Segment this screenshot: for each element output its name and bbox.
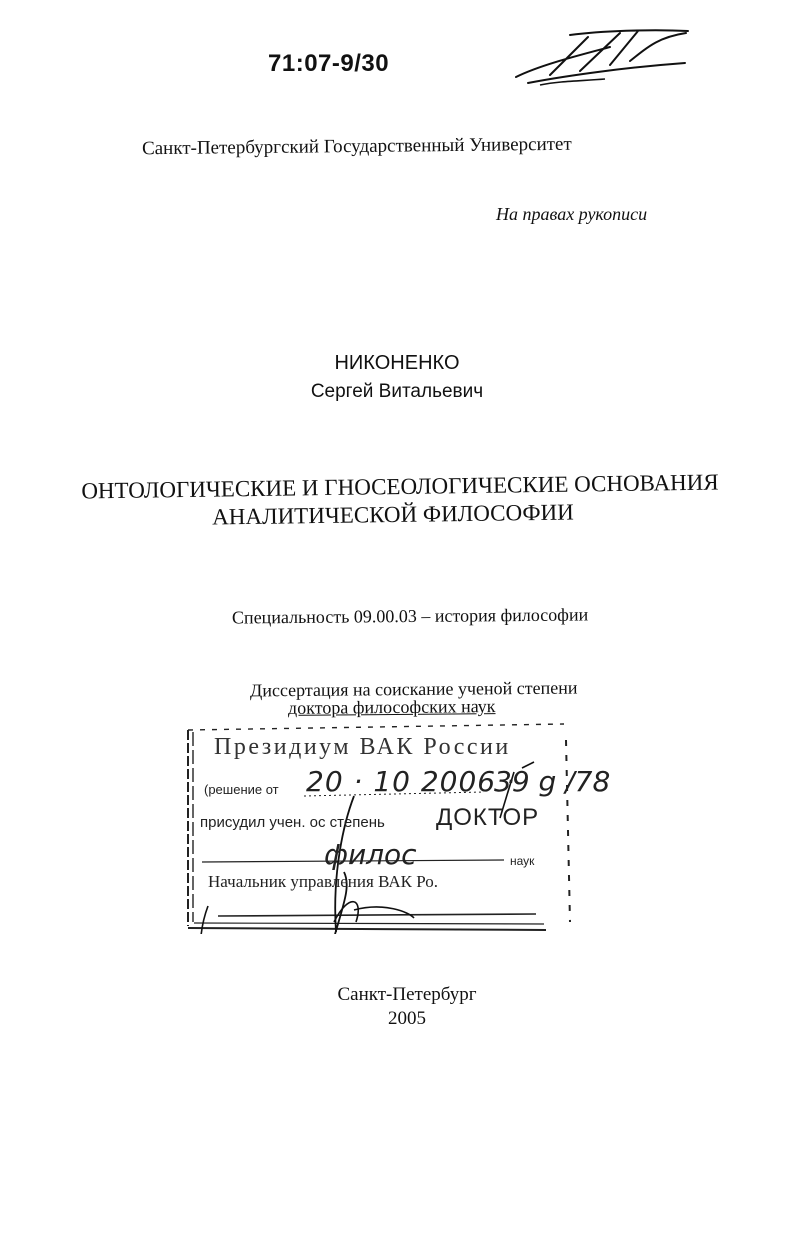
- stamp-decision-number: 39 g /78: [494, 765, 611, 798]
- dissertation-title-line2: АНАЛИТИЧЕСКОЙ ФИЛОСОФИИ: [211, 499, 574, 530]
- classification-code: 71:07-9/30: [268, 50, 390, 77]
- stamp-field-handwritten: филос: [324, 838, 417, 871]
- signature-top: [510, 25, 690, 95]
- degree-sought-line2: доктора философских наук: [287, 696, 496, 718]
- stamp-sciences-label: наук: [510, 854, 535, 868]
- specialty-line: Специальность 09.00.03 – история философии: [231, 604, 589, 628]
- author-last-name: НИКОНЕНКО: [334, 352, 460, 374]
- rights-note: На правах рукописи: [496, 204, 648, 224]
- stamp-head-label: Начальник управления ВАК Ро.: [208, 872, 438, 891]
- author-first-name: Сергей Витальевич: [310, 381, 484, 402]
- dissertation-title-line1: ОНТОЛОГИЧЕСКИЕ И ГНОСЕОЛОГИЧЕСКИЕ ОСНОВАНИЯ: [81, 469, 719, 504]
- stamp-header: Президиум ВАК России: [214, 734, 511, 760]
- university-name: Санкт-Петербургский Государственный Университет: [141, 133, 572, 160]
- stamp-awarded-label: присудил учен. ос степень: [200, 814, 385, 831]
- stamp-decision-label: (решение от: [204, 782, 279, 797]
- stamp-degree: ДОКТОР: [436, 804, 540, 831]
- city: Санкт-Петербург: [337, 984, 477, 1005]
- vak-stamp: [184, 722, 611, 934]
- degree-sought-line1: Диссертация на соискание ученой степени: [249, 677, 578, 701]
- year: 2005: [388, 1008, 426, 1029]
- stamp-decision-date: 20 · 10 2006 ·: [306, 765, 516, 798]
